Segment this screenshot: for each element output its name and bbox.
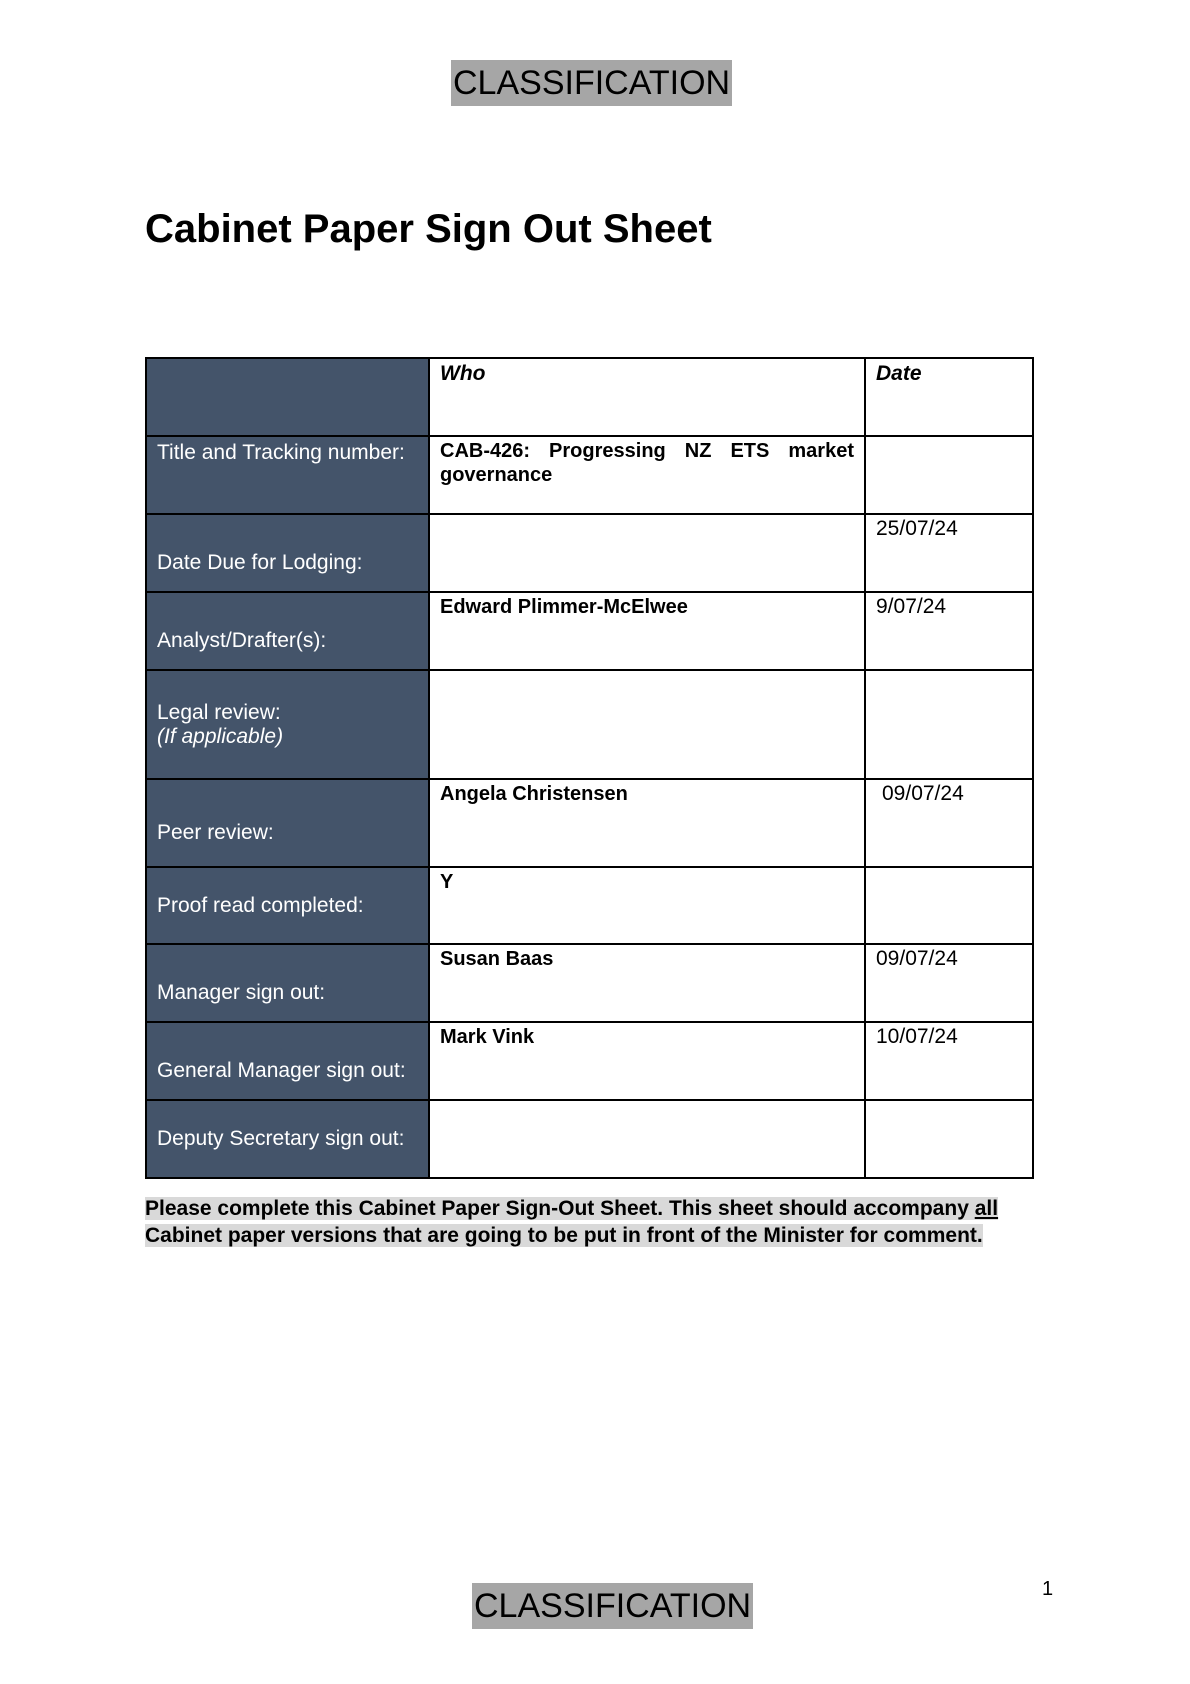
who-cell-title-tracking: CAB-426: Progressing NZ ETS market governance: [429, 436, 865, 514]
row-label-date-due: Date Due for Lodging:: [146, 514, 429, 592]
date-cell-legal-review: [865, 670, 1033, 779]
classification-footer: CLASSIFICATION: [472, 1583, 753, 1629]
date-cell-analyst: 9/07/24: [865, 592, 1033, 670]
table-header-row: [146, 358, 1033, 436]
column-header-who: Who: [429, 358, 865, 436]
row-label-manager: Manager sign out:: [146, 944, 429, 1022]
date-cell-date-due: 25/07/24: [865, 514, 1033, 592]
instruction-text-end: Cabinet paper versions that are going to be put in front of the Minister for comment.: [145, 1224, 983, 1247]
table-row: [146, 944, 1033, 1022]
date-cell-manager: 09/07/24: [865, 944, 1033, 1022]
table-row: [146, 436, 1033, 514]
row-label-proof-read: Proof read completed:: [146, 867, 429, 944]
table-row: [146, 867, 1033, 944]
date-cell-deputy-secretary: [865, 1100, 1033, 1178]
who-cell-analyst: Edward Plimmer-McElwee: [429, 592, 865, 670]
date-cell-title-tracking: [865, 436, 1033, 514]
date-cell-peer-review: 09/07/24: [865, 779, 1033, 867]
who-cell-manager: Susan Baas: [429, 944, 865, 1022]
row-label-deputy-secretary: Deputy Secretary sign out:: [146, 1100, 429, 1178]
header-empty-cell: [146, 358, 429, 436]
page-title: Cabinet Paper Sign Out Sheet: [145, 207, 712, 251]
row-label-title-tracking: Title and Tracking number:: [146, 436, 429, 514]
table-row: [146, 514, 1033, 592]
row-label-legal-review: [146, 670, 429, 779]
legal-review-sublabel: (If applicable): [157, 724, 284, 748]
signout-table: [145, 357, 1034, 1179]
instruction-emphasis: all: [974, 1197, 999, 1220]
classification-header: CLASSIFICATION: [451, 60, 732, 106]
instruction-text-start: Please complete this Cabinet Paper Sign-Out Sheet. This sheet should accompany: [145, 1197, 975, 1220]
who-cell-date-due: [429, 514, 865, 592]
page-number: 1: [1042, 1578, 1054, 1600]
who-cell-general-manager: Mark Vink: [429, 1022, 865, 1100]
date-cell-proof-read: [865, 867, 1033, 944]
table-row: [146, 592, 1033, 670]
table-row: [146, 779, 1033, 867]
row-label-analyst: Analyst/Drafter(s):: [146, 592, 429, 670]
table-row: [146, 670, 1033, 779]
row-label-peer-review: Peer review:: [146, 779, 429, 867]
table-row: [146, 1100, 1033, 1178]
instruction-note: [145, 1195, 1057, 1249]
who-cell-legal-review: [429, 670, 865, 779]
date-cell-general-manager: 10/07/24: [865, 1022, 1033, 1100]
who-cell-deputy-secretary: [429, 1100, 865, 1178]
row-label-general-manager: General Manager sign out:: [146, 1022, 429, 1100]
who-cell-proof-read: Y: [429, 867, 865, 944]
who-cell-peer-review: Angela Christensen: [429, 779, 865, 867]
column-header-date: Date: [865, 358, 1033, 436]
table-row: [146, 1022, 1033, 1100]
legal-review-label: Legal review:: [157, 700, 281, 724]
